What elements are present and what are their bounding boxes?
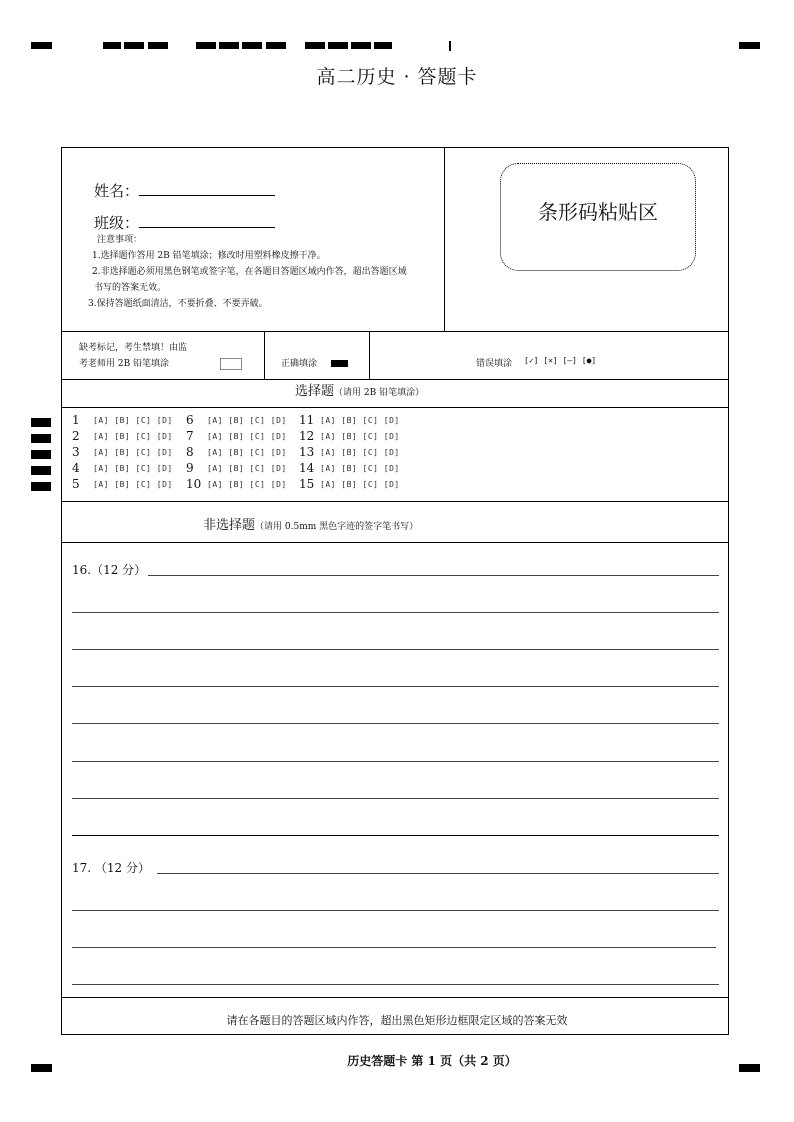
- answer-line[interactable]: [72, 761, 719, 762]
- question-number: 5: [72, 477, 80, 491]
- question-number: 9: [186, 461, 194, 475]
- correct-fill-label: 正确填涂: [281, 359, 318, 369]
- divider: [61, 542, 729, 543]
- barcode-label: 条形码粘贴区: [538, 199, 658, 224]
- options-row[interactable]: [A] [B] [C] [D]: [207, 432, 287, 441]
- divider: [61, 331, 729, 332]
- answer-line[interactable]: [72, 723, 719, 724]
- timing-mark: [103, 42, 121, 49]
- answer-line[interactable]: [72, 984, 719, 985]
- options-row[interactable]: [A] [B] [C] [D]: [93, 480, 173, 489]
- name-field[interactable]: [94, 180, 275, 201]
- options-row[interactable]: [A] [B] [C] [D]: [320, 464, 400, 473]
- answer-line[interactable]: [72, 612, 719, 613]
- question-number: 3: [72, 445, 80, 459]
- question-17-label: 17. （12 分）: [72, 861, 150, 875]
- note-2-cont: 书写的答案无效。: [94, 283, 167, 293]
- page-title: 高二历史 · 答题卡: [316, 66, 478, 88]
- options-row[interactable]: [A] [B] [C] [D]: [320, 480, 400, 489]
- timing-mark: [305, 42, 325, 49]
- answer-line[interactable]: [72, 798, 719, 799]
- timing-mark: [242, 42, 262, 49]
- timing-mark: [219, 42, 239, 49]
- class-field[interactable]: [94, 212, 275, 233]
- divider: [264, 331, 265, 379]
- timing-mark: [374, 42, 392, 49]
- row-mark: [31, 418, 51, 427]
- answer-line[interactable]: [148, 575, 719, 576]
- options-row[interactable]: [A] [B] [C] [D]: [320, 416, 400, 425]
- options-row[interactable]: [A] [B] [C] [D]: [320, 448, 400, 457]
- question-number: 4: [72, 461, 80, 475]
- barcode-area: [500, 163, 696, 271]
- timing-mark: [266, 42, 286, 49]
- choice-title: [295, 380, 424, 399]
- question-number: 12: [299, 429, 315, 443]
- answer-line[interactable]: [72, 686, 719, 687]
- options-row[interactable]: [A] [B] [C] [D]: [93, 448, 173, 457]
- row-mark: [31, 450, 51, 459]
- nonchoice-title: [203, 514, 418, 533]
- options-row[interactable]: [A] [B] [C] [D]: [93, 416, 173, 425]
- note-1: 1.选择题作答用 2B 铅笔填涂；修改时用塑料橡皮擦干净。: [92, 251, 326, 261]
- row-mark: [31, 482, 51, 491]
- question-number: 15: [299, 477, 315, 491]
- question-number: 10: [186, 477, 202, 491]
- name-blank[interactable]: [139, 181, 275, 196]
- answer-line[interactable]: [72, 910, 719, 911]
- question-number: 6: [186, 413, 194, 427]
- question-number: 11: [299, 413, 315, 427]
- question-number: 13: [299, 445, 315, 459]
- divider: [61, 501, 729, 502]
- question-16-label: 16.（12 分）: [72, 563, 147, 577]
- divider: [369, 331, 370, 379]
- nonchoice-subtitle: （请用 0.5mm 黑色字迹的签字笔书写）: [255, 522, 419, 532]
- timing-mark: [449, 41, 451, 51]
- question-number: 7: [186, 429, 194, 443]
- notes-title: 注意事项：: [97, 235, 143, 245]
- question-number: 8: [186, 445, 194, 459]
- answer-line[interactable]: [157, 873, 719, 874]
- absent-note: 缺考标记，考生禁填！由监: [79, 343, 188, 353]
- registration-mark: [31, 42, 52, 49]
- page-info: 历史答题卡 第 1 页（共 2 页）: [347, 1054, 517, 1068]
- name-label: 姓名：: [94, 182, 140, 200]
- timing-mark: [124, 42, 144, 49]
- nonchoice-title-text: 非选择题: [203, 518, 256, 533]
- question-number: 2: [72, 429, 80, 443]
- class-label: 班级：: [94, 214, 140, 232]
- class-blank[interactable]: [139, 213, 275, 228]
- note-3: 3.保持答题纸面清洁，不要折叠、不要弄破。: [88, 299, 268, 309]
- row-mark: [31, 466, 51, 475]
- boundary-note: 请在各题目的答题区域内作答，超出黑色矩形边框限定区域的答案无效: [226, 1014, 568, 1027]
- options-row[interactable]: [A] [B] [C] [D]: [207, 480, 287, 489]
- options-row[interactable]: [A] [B] [C] [D]: [93, 464, 173, 473]
- choice-subtitle: （请用 2B 铅笔填涂）: [334, 388, 425, 398]
- divider: [444, 147, 445, 331]
- question-number: 14: [299, 461, 315, 475]
- answer-line[interactable]: [72, 649, 719, 650]
- correct-fill-example: [331, 360, 348, 367]
- divider: [61, 407, 729, 408]
- divider: [61, 997, 729, 998]
- timing-mark: [148, 42, 168, 49]
- registration-mark: [739, 42, 760, 49]
- answer-line[interactable]: [72, 947, 716, 948]
- options-row[interactable]: [A] [B] [C] [D]: [320, 432, 400, 441]
- timing-mark: [328, 42, 348, 49]
- options-row[interactable]: [A] [B] [C] [D]: [207, 448, 287, 457]
- absent-checkbox[interactable]: [220, 358, 242, 370]
- absent-note: 考老师用 2B 铅笔填涂: [79, 359, 170, 369]
- options-row[interactable]: [A] [B] [C] [D]: [93, 432, 173, 441]
- wrong-fill-label: 错误填涂: [476, 359, 513, 369]
- options-row[interactable]: [A] [B] [C] [D]: [207, 416, 287, 425]
- choice-title-text: 选择题: [295, 384, 335, 399]
- timing-mark: [351, 42, 371, 49]
- wrong-fill-examples: [✓] [✕] [—] [●]: [524, 356, 597, 365]
- divider: [72, 835, 719, 836]
- question-number: 1: [72, 413, 80, 427]
- timing-mark: [196, 42, 216, 49]
- row-mark: [31, 434, 51, 443]
- note-2: 2.非选择题必须用黑色钢笔或签字笔，在各题目答题区域内作答，超出答题区域: [92, 267, 407, 277]
- options-row[interactable]: [A] [B] [C] [D]: [207, 464, 287, 473]
